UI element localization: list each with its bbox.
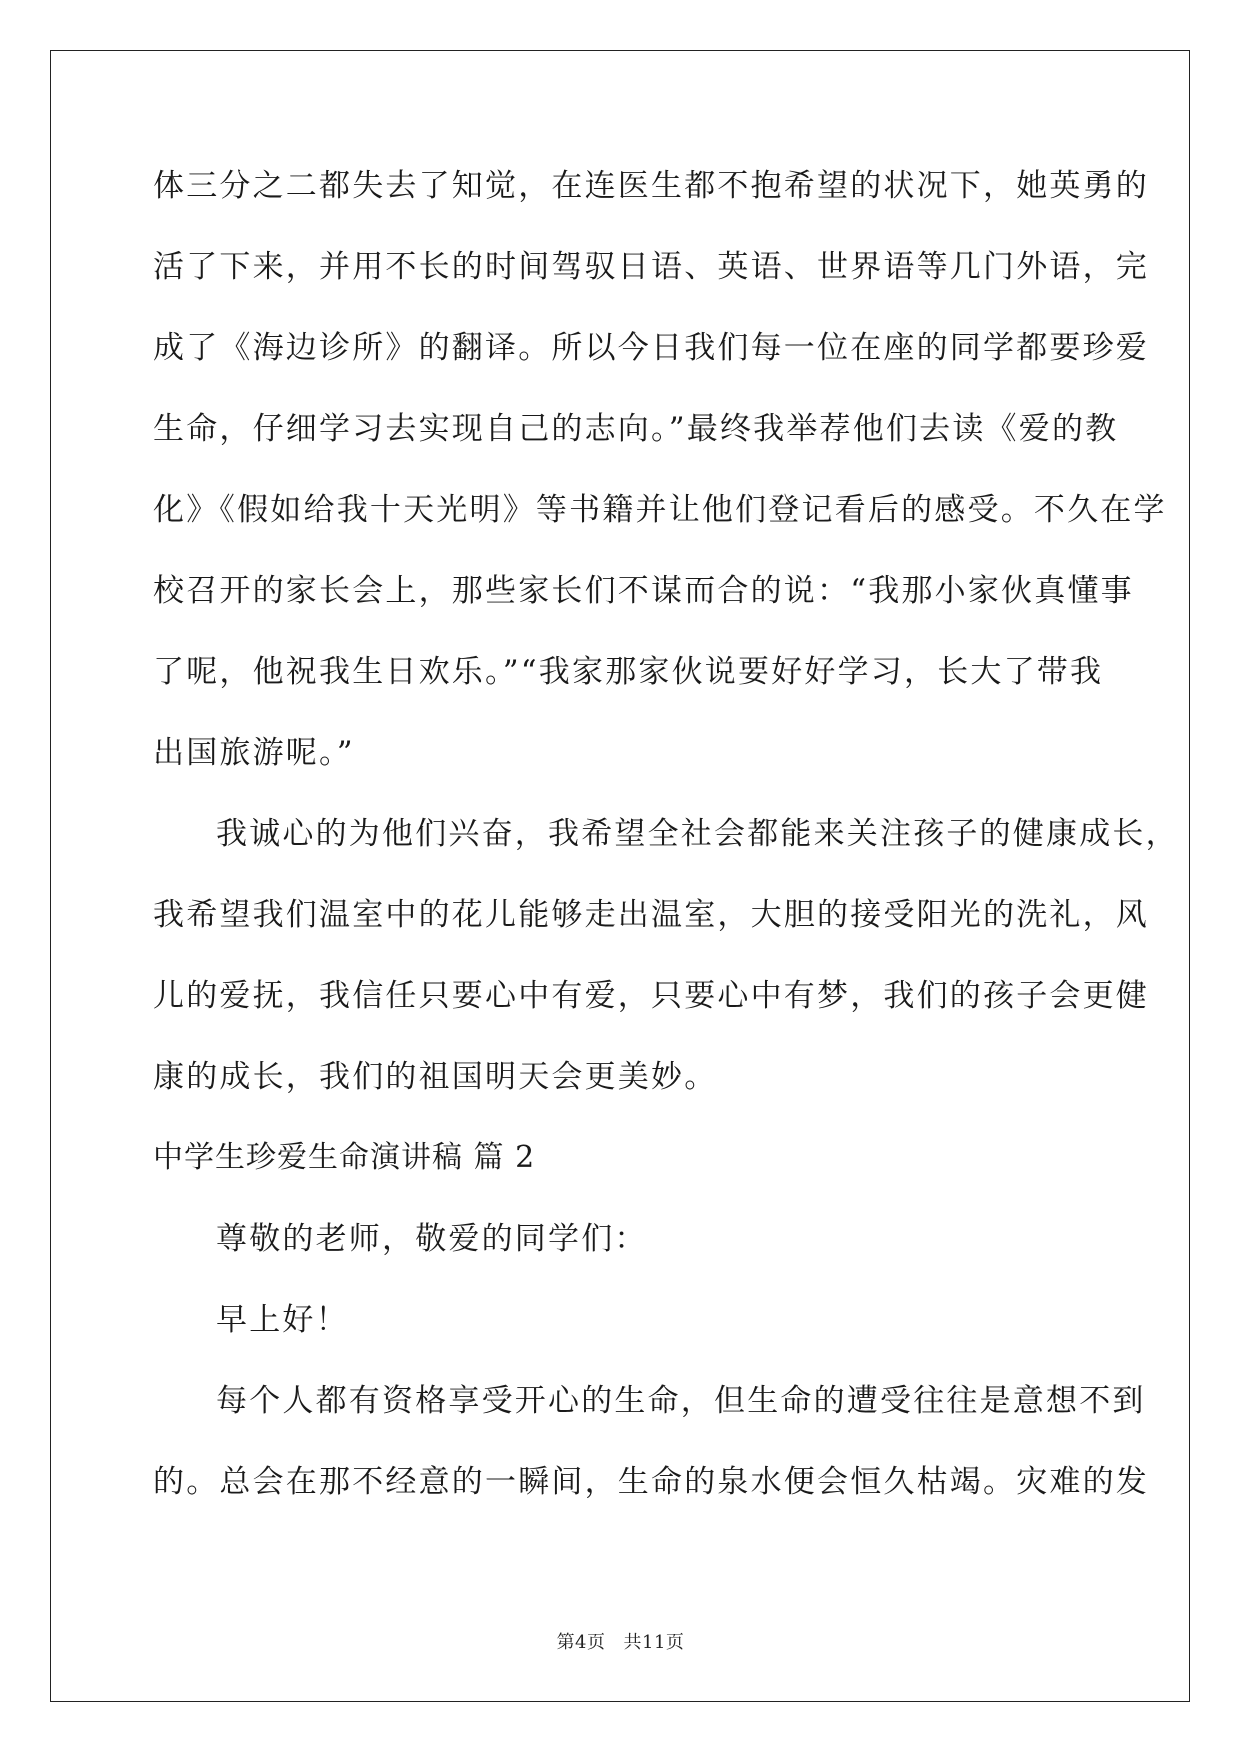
paragraph-line: 儿的爱抚，我信任只要心中有爱，只要心中有梦，我们的孩子会更健: [153, 978, 1149, 1014]
paragraph-line: 生命，仔细学习去实现自己的志向。”最终我举荐他们去读《爱的教: [153, 411, 1119, 447]
paragraph-line: 我诚心的为他们兴奋，我希望全社会都能来关注孩子的健康成长，: [216, 816, 1179, 852]
section-heading: 中学生珍爱生命演讲稿 篇 2: [153, 1140, 536, 1175]
paragraph-line: 了呢，他祝我生日欢乐。”“我家那家伙说要好好学习，长大了带我: [153, 654, 1104, 690]
paragraph-line: 康的成长，我们的祖国明天会更美妙。: [153, 1059, 718, 1095]
page-number: 第4页: [556, 1632, 606, 1653]
paragraph-line: 体三分之二都失去了知觉，在连医生都不抱希望的状况下，她英勇的: [153, 168, 1149, 204]
paragraph-line: 我希望我们温室中的花儿能够走出温室，大胆的接受阳光的洗礼，风: [153, 897, 1149, 933]
paragraph-line: 的。总会在那不经意的一瞬间，生命的泉水便会恒久枯竭。灾难的发: [153, 1464, 1149, 1500]
paragraph-line: 化》《假如给我十天光明》等书籍并让他们登记看后的感受。不久在学: [153, 492, 1167, 528]
document-body: [153, 166, 1179, 1543]
paragraph-line: 校召开的家长会上，那些家长们不谋而合的说：“我那小家伙真懂事: [153, 573, 1134, 609]
paragraph-line: 活了下来，并用不长的时间驾驭日语、英语、世界语等几门外语，完: [153, 249, 1149, 285]
morning-greeting: 早上好！: [216, 1302, 349, 1338]
paragraph-line: 每个人都有资格享受开心的生命，但生命的遭受往往是意想不到: [216, 1383, 1146, 1419]
page-footer: [0, 1628, 1241, 1654]
greeting-line: 尊敬的老师，敬爱的同学们：: [216, 1221, 648, 1257]
paragraph-line: 出国旅游呢。”: [153, 735, 355, 771]
paragraph-line: 成了《海边诊所》的翻译。所以今日我们每一位在座的同学都要珍爱: [153, 330, 1149, 366]
page-total: 共11页: [623, 1632, 685, 1653]
